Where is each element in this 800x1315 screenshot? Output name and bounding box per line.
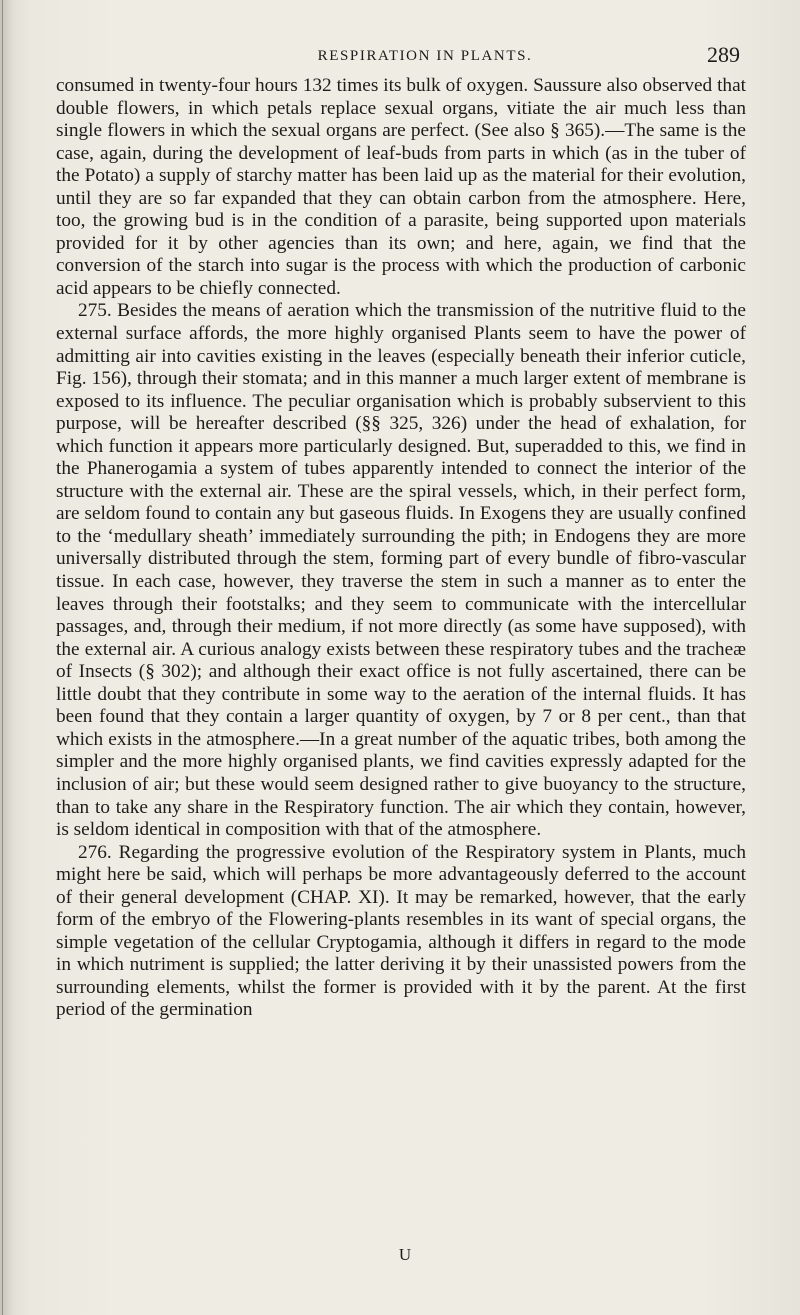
body-text (56, 75, 746, 1022)
paragraph-275: 275. Besides the means of aeration which the transmission of the nutritive fluid to the external surface affords, the more highly organised Plants seem to have the power of admitting air into cavities existing in the leaves (especially beneath their inferior cuticle, Fig. 156), through their stomata; and in this manner a much larger extent of membrane is exposed to its influence. The peculiar organisation which is probably subservient to this purpose, will be hereafter described (§§ 325, 326) under the head of exhalation, for which function it appears more particularly designed. But, superadded to this, we find in the Phanerogamia a system of tubes apparently intended to connect the interior of the structure with the external air. These are the spiral vessels, which, in their perfect form, are seldom found to contain any but gaseous fluids. In Exogens they are usually confined to the ‘medullary sheath’ immediately surrounding the pith; in Endogens they are more universally distributed through the stem, forming part of every bundle of fibro-vascular tissue. In each case, however, they traverse the stem in such a manner as to enter the leaves through their footstalks; and they seem to communicate with the intercellular passages, and, through their medium, if not more directly (as some have supposed), with the external air. A curious analogy exists between these respiratory tubes and the tracheæ of Insects (§ 302); and although their exact office is not fully ascertained, there can be little doubt that they contribute in some way to the aeration of the internal fluids. It has been found that they contain a larger quantity of oxygen, by 7 or 8 per cent., than that which exists in the atmosphere.—In a great number of the aquatic tribes, both among the simpler and the more highly organised plants, we find cavities expressly adapted for the inclusion of air; but these would seem designed rather to give buoyancy to the structure, than to take any share in the Respiratory function. The air which they contain, however, is seldom identical in composition with that of the atmosphere. (56, 300, 746, 841)
page-header (70, 42, 740, 68)
signature-mark: U (398, 1245, 412, 1264)
gutter-shadow (0, 0, 14, 1315)
page-number: 289 (707, 42, 740, 67)
paragraph-276: 276. Regarding the progressive evolution of the Respiratory system in Plants, much might here be said, which will perhaps be more advantageously deferred to the account of their general development (CHAP. XI). It may be remarked, however, that the early form of the embryo of the Flowering-plants resembles in its want of special organs, the simple vegetation of the cellular Cryptogamia, although it differs in regard to the mode in which nutriment is supplied; the latter deriving it by their unassisted powers from the surrounding elements, whilst the former is provided with it by the parent. At the first period of the germination (56, 841, 746, 1021)
running-head: RESPIRATION IN PLANTS. (317, 48, 533, 64)
paragraph-continuation: consumed in twenty-four hours 132 times its bulk of oxygen. Saussure also observed that double flowers, in which petals replace sexual organs, vitiate the air much less than single flowers in which the sexual organs are perfect. (See also § 365).—The same is the case, again, during the development of leaf-buds from parts in which (as in the tuber of the Potato) a supply of starchy matter has been laid up as the material for their evolution, until they are so far expanded that they can obtain carbon from the atmosphere. Here, too, the growing bud is in the condition of a parasite, being supported upon materials provided for it by other agencies than its own; and here, again, we find that the conversion of the starch into sugar is the process with which the production of carbonic acid appears to be chiefly connected. (56, 75, 746, 299)
